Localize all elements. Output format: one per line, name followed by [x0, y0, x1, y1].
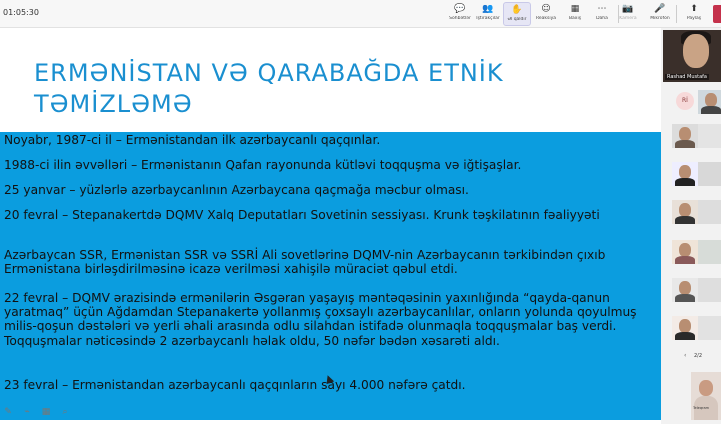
participant-tile[interactable] — [672, 240, 698, 264]
more-button[interactable] — [588, 2, 616, 26]
slide-paragraph: 1988-ci ilin əvvəlləri – Ermənistanın Qafan rayonunda kütləvi toqquşma və iğtişaşlar. — [4, 158, 522, 172]
toolbar-button-label: Mikrofon — [650, 16, 670, 21]
participant-tile[interactable] — [672, 90, 698, 114]
zoom-icon[interactable]: ⌕ — [62, 407, 68, 417]
toolbar-button-label: Söhbətlər — [449, 16, 471, 21]
pager: 2/2 — [694, 353, 703, 359]
meeting-timer: 01:05:30 — [3, 8, 39, 17]
camera-button[interactable] — [614, 2, 642, 26]
camera-off-icon: 📷 — [622, 4, 634, 14]
mic-button[interactable] — [646, 2, 674, 26]
slide-paragraph: 22 fevral – DQMV ərazisində ermənilərin Əsgəran yaşayış məntəqəsinin yaxınlığında “qayda-qanun yaratmaq” üçün Ağdamdan Stepanakertə yollanmış çoxsaylı azərbaycanlılar, onların yolunda qoyulmuş milis-qoşun dəstələri və yerli əhali arasında odlu silahdan istifadə olunmaqla toqquşmalar baş verdi. Toqquşmalar nəticəsində 2 azərbaycanlı həlak oldu, 50 nəfər bədən xəsarəti aldı. — [4, 291, 637, 348]
slide-paragraph: Noyabr, 1987-ci il – Ermənistandan ilk azərbaycanlı qaçqınlar. — [4, 133, 381, 147]
participant-tile[interactable] — [672, 200, 698, 224]
more-icon: ⋯ — [597, 4, 607, 14]
avatar: Rİ — [676, 92, 694, 110]
participants-panel — [661, 28, 721, 424]
smile-icon: ☺ — [541, 4, 551, 14]
participant-tile[interactable] — [698, 200, 721, 224]
grid-icon: ▦ — [570, 4, 580, 14]
mic-off-icon: 🎤 — [654, 4, 666, 14]
participant-tile[interactable] — [698, 278, 721, 302]
chevron-left-icon[interactable]: ‹ — [684, 352, 687, 359]
hand-icon: ✋ — [511, 5, 523, 15]
participant-tile[interactable] — [672, 124, 698, 148]
slide-title-line-1: ERMƏNİSTAN VƏ QARABAĞDA ETNİK — [34, 59, 504, 87]
toolbar-button-label: Reaksiya — [535, 16, 557, 21]
participant-tile[interactable] — [698, 90, 721, 114]
participant-tile[interactable] — [672, 316, 698, 340]
participant-tile[interactable] — [672, 162, 698, 186]
participant-tile[interactable] — [672, 278, 698, 302]
participant-tile[interactable] — [698, 124, 721, 148]
toolbar-button-label: Paylaş — [686, 16, 702, 21]
react-button[interactable] — [532, 2, 560, 26]
chat-button[interactable] — [446, 2, 474, 26]
slide-paragraph: 23 fevral – Ermənistandan azərbaycanlı qaçqınların sayı 4.000 nəfərə çatdı. — [4, 378, 466, 392]
people-button[interactable] — [474, 2, 502, 26]
toolbar-button-label: Kamera — [619, 16, 637, 21]
participant-tile[interactable] — [698, 240, 721, 264]
participant-tile[interactable] — [698, 162, 721, 186]
grid-icon[interactable]: ▦ — [41, 407, 51, 417]
slide-paragraph: 20 fevral – Stepanakertdə DQMV Xalq Deputatları Sovetinin sessiyası. Krunk təşkilatının fəaliyyəti — [4, 208, 600, 222]
share-icon: ⬆ — [690, 4, 698, 14]
share-button[interactable] — [680, 2, 708, 26]
presenter-name: Rashad Mustafa — [667, 74, 707, 80]
people-icon: 👥 — [482, 4, 494, 14]
slide-title-line-2: TƏMİZLƏMƏ — [34, 90, 193, 118]
self-video[interactable] — [691, 372, 721, 420]
highlighter-icon[interactable]: ⌁ — [24, 407, 30, 417]
raise-hand-button[interactable] — [503, 2, 531, 26]
toolbar-button-label: Baxış — [568, 16, 582, 21]
pen-icon[interactable]: ✎ — [4, 407, 12, 417]
meeting-toolbar — [0, 0, 721, 28]
slide-paragraph: Azərbaycan SSR, Ermənistan SSR və SSRİ Ali sovetlərinə DQMV-nin Azərbaycanın tərkibindən çıxıb Ermənistana birləşdirilməsinə icazə verilməsi xahişilə müraciət qəbul etdi. — [4, 248, 606, 277]
toolbar-button-label: İştirakçılar — [476, 16, 500, 21]
participant-tile[interactable] — [698, 316, 721, 340]
toolbar-button-label: Daha — [596, 16, 608, 21]
chat-icon: 💬 — [454, 4, 466, 14]
toolbar-button-label: Əl qaldır — [507, 17, 527, 22]
toolbar-divider — [676, 5, 677, 23]
self-caption: Teleqram — [693, 406, 710, 410]
slide-paragraph: 25 yanvar – yüzlərlə azərbaycanlının Azərbaycana qaçmağa məcbur olması. — [4, 183, 469, 197]
presenter-video[interactable] — [663, 30, 721, 82]
shared-slide — [0, 28, 661, 424]
view-button[interactable] — [561, 2, 589, 26]
slide-title — [34, 58, 504, 120]
leave-button[interactable] — [713, 5, 721, 23]
